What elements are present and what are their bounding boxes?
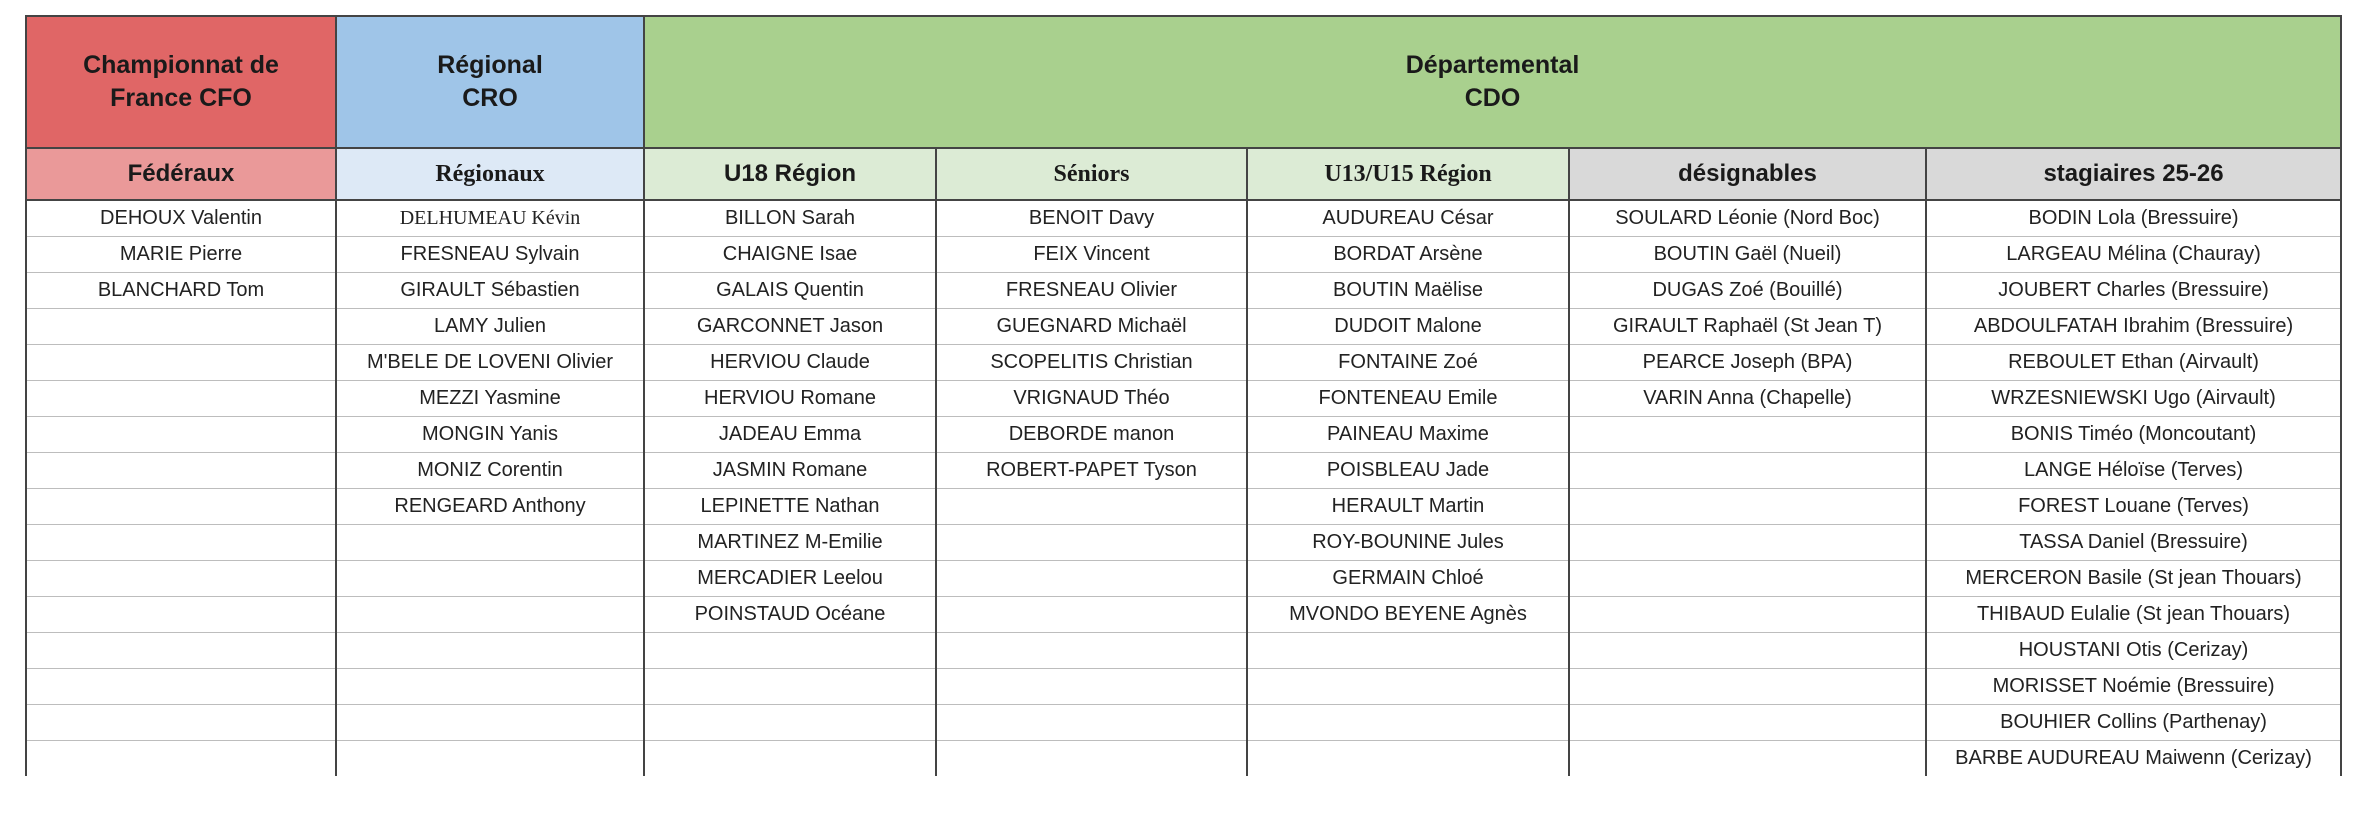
table-row [26,417,2341,453]
cell-seniors [936,561,1247,597]
cell-regionaux [336,633,644,669]
column-header-designables: désignables [1569,148,1926,200]
cell-designables [1569,453,1926,489]
cell-seniors [936,669,1247,705]
cell-u18-region: HERVIOU Claude [644,345,936,381]
cell-regionaux: GIRAULT Sébastien [336,273,644,309]
cro-header [336,16,644,148]
cell-federaux [26,741,336,777]
cell-u13-u15-region [1247,741,1569,777]
referee-table [25,15,2342,776]
cell-u18-region: CHAIGNE Isae [644,237,936,273]
cell-designables: PEARCE Joseph (BPA) [1569,345,1926,381]
cell-federaux [26,633,336,669]
cell-designables: DUGAS Zoé (Bouillé) [1569,273,1926,309]
cell-federaux: BLANCHARD Tom [26,273,336,309]
cfo-title-line2: France CFO [110,84,252,112]
cell-u18-region: BILLON Sarah [644,200,936,237]
cell-regionaux: RENGEARD Anthony [336,489,644,525]
table-row [26,633,2341,669]
table-row [26,273,2341,309]
cell-u13-u15-region: HERAULT Martin [1247,489,1569,525]
table-body [26,16,2341,776]
cell-seniors: BENOIT Davy [936,200,1247,237]
cell-u13-u15-region: FONTAINE Zoé [1247,345,1569,381]
cell-seniors: FEIX Vincent [936,237,1247,273]
column-header-regionaux: Régionaux [336,148,644,200]
cell-u13-u15-region: MVONDO BEYENE Agnès [1247,597,1569,633]
cell-stagiaires: BONIS Timéo (Moncoutant) [1926,417,2341,453]
table-row [26,525,2341,561]
cdo-header [644,16,2341,148]
cdo-title-line1: Départemental [1405,51,1580,79]
cell-federaux [26,345,336,381]
cell-federaux: DEHOUX Valentin [26,200,336,237]
cell-regionaux: MONIZ Corentin [336,453,644,489]
cell-regionaux: LAMY Julien [336,309,644,345]
cell-federaux [26,453,336,489]
cell-stagiaires: BARBE AUDUREAU Maiwenn (Cerizay) [1926,741,2341,777]
cell-seniors: GUEGNARD Michaël [936,309,1247,345]
cell-federaux: MARIE Pierre [26,237,336,273]
cro-title-line2: CRO [462,84,518,112]
table-row [26,561,2341,597]
cell-regionaux: FRESNEAU Sylvain [336,237,644,273]
cell-regionaux: MONGIN Yanis [336,417,644,453]
cell-designables: SOULARD Léonie (Nord Boc) [1569,200,1926,237]
cell-designables [1569,669,1926,705]
cell-seniors [936,741,1247,777]
cell-seniors: DEBORDE manon [936,417,1247,453]
table-row [26,309,2341,345]
cell-regionaux: DELHUMEAU Kévin [336,200,644,237]
cell-stagiaires: ABDOULFATAH Ibrahim (Bressuire) [1926,309,2341,345]
cell-stagiaires: TASSA Daniel (Bressuire) [1926,525,2341,561]
cell-designables: VARIN Anna (Chapelle) [1569,381,1926,417]
table-row [26,345,2341,381]
cell-u13-u15-region [1247,669,1569,705]
cell-federaux [26,561,336,597]
group-header-row [26,16,2341,148]
cell-regionaux: M'BELE DE LOVENI Olivier [336,345,644,381]
cell-stagiaires: BOUHIER Collins (Parthenay) [1926,705,2341,741]
column-header-u18-region: U18 Région [644,148,936,200]
cell-u13-u15-region: BOUTIN Maëlise [1247,273,1569,309]
cell-u13-u15-region [1247,633,1569,669]
cell-designables [1569,741,1926,777]
cell-stagiaires: LARGEAU Mélina (Chauray) [1926,237,2341,273]
cdo-title-line2: CDO [1464,84,1521,112]
column-header-u13-u15-region: U13/U15 Région [1247,148,1569,200]
cell-stagiaires: MERCERON Basile (St jean Thouars) [1926,561,2341,597]
cell-u13-u15-region: ROY-BOUNINE Jules [1247,525,1569,561]
cell-seniors [936,525,1247,561]
cell-designables [1569,705,1926,741]
cell-u18-region [644,633,936,669]
column-header-stagiaires: stagiaires 25-26 [1926,148,2341,200]
cell-regionaux [336,525,644,561]
cell-stagiaires: WRZESNIEWSKI Ugo (Airvault) [1926,381,2341,417]
cro-title-line1: Régional [437,51,543,79]
cell-u13-u15-region: DUDOIT Malone [1247,309,1569,345]
cell-u18-region: LEPINETTE Nathan [644,489,936,525]
cell-stagiaires: HOUSTANI Otis (Cerizay) [1926,633,2341,669]
cell-u13-u15-region: PAINEAU Maxime [1247,417,1569,453]
cell-federaux [26,417,336,453]
cell-seniors: ROBERT-PAPET Tyson [936,453,1247,489]
cell-seniors: VRIGNAUD Théo [936,381,1247,417]
cell-designables [1569,417,1926,453]
cell-u13-u15-region: BORDAT Arsène [1247,237,1569,273]
cell-u18-region: POINSTAUD Océane [644,597,936,633]
cell-u13-u15-region: FONTENEAU Emile [1247,381,1569,417]
cell-stagiaires: FOREST Louane (Terves) [1926,489,2341,525]
cell-regionaux [336,669,644,705]
cell-stagiaires: BODIN Lola (Bressuire) [1926,200,2341,237]
column-header-federaux: Fédéraux [26,148,336,200]
cell-federaux [26,525,336,561]
table-row [26,200,2341,237]
table-row [26,453,2341,489]
cell-regionaux [336,597,644,633]
cell-u18-region [644,741,936,777]
cell-regionaux [336,741,644,777]
table-row [26,489,2341,525]
cfo-title-line1: Championnat de [83,51,279,79]
cell-u18-region: JADEAU Emma [644,417,936,453]
cell-designables: BOUTIN Gaël (Nueil) [1569,237,1926,273]
cell-u18-region: MARTINEZ M-Emilie [644,525,936,561]
cell-u18-region: GALAIS Quentin [644,273,936,309]
cell-seniors [936,705,1247,741]
cell-u18-region: MERCADIER Leelou [644,561,936,597]
cell-stagiaires: THIBAUD Eulalie (St jean Thouars) [1926,597,2341,633]
cell-designables [1569,489,1926,525]
cell-federaux [26,309,336,345]
cell-u18-region: JASMIN Romane [644,453,936,489]
table-row [26,381,2341,417]
table-row [26,597,2341,633]
cell-u18-region [644,705,936,741]
cell-designables: GIRAULT Raphaël (St Jean T) [1569,309,1926,345]
cell-u18-region: HERVIOU Romane [644,381,936,417]
cell-seniors: SCOPELITIS Christian [936,345,1247,381]
cell-u13-u15-region: GERMAIN Chloé [1247,561,1569,597]
cfo-header [26,16,336,148]
cell-federaux [26,669,336,705]
cell-u18-region [644,669,936,705]
cell-stagiaires: LANGE Héloïse (Terves) [1926,453,2341,489]
cell-u18-region: GARCONNET Jason [644,309,936,345]
cell-u13-u15-region: POISBLEAU Jade [1247,453,1569,489]
cell-stagiaires: REBOULET Ethan (Airvault) [1926,345,2341,381]
cell-federaux [26,705,336,741]
cell-designables [1569,561,1926,597]
column-header-row [26,148,2341,200]
column-header-seniors: Séniors [936,148,1247,200]
table-row [26,705,2341,741]
cell-federaux [26,381,336,417]
cell-seniors [936,489,1247,525]
cell-federaux [26,489,336,525]
cell-u13-u15-region: AUDUREAU César [1247,200,1569,237]
cell-regionaux: MEZZI Yasmine [336,381,644,417]
cell-federaux [26,597,336,633]
table-row [26,669,2341,705]
cell-seniors [936,597,1247,633]
table-row [26,741,2341,777]
cell-regionaux [336,705,644,741]
table-row [26,237,2341,273]
cell-seniors [936,633,1247,669]
cell-designables [1569,525,1926,561]
cell-designables [1569,597,1926,633]
cell-designables [1569,633,1926,669]
cell-stagiaires: MORISSET Noémie (Bressuire) [1926,669,2341,705]
cell-regionaux [336,561,644,597]
cell-seniors: FRESNEAU Olivier [936,273,1247,309]
cell-u13-u15-region [1247,705,1569,741]
cell-stagiaires: JOUBERT Charles (Bressuire) [1926,273,2341,309]
